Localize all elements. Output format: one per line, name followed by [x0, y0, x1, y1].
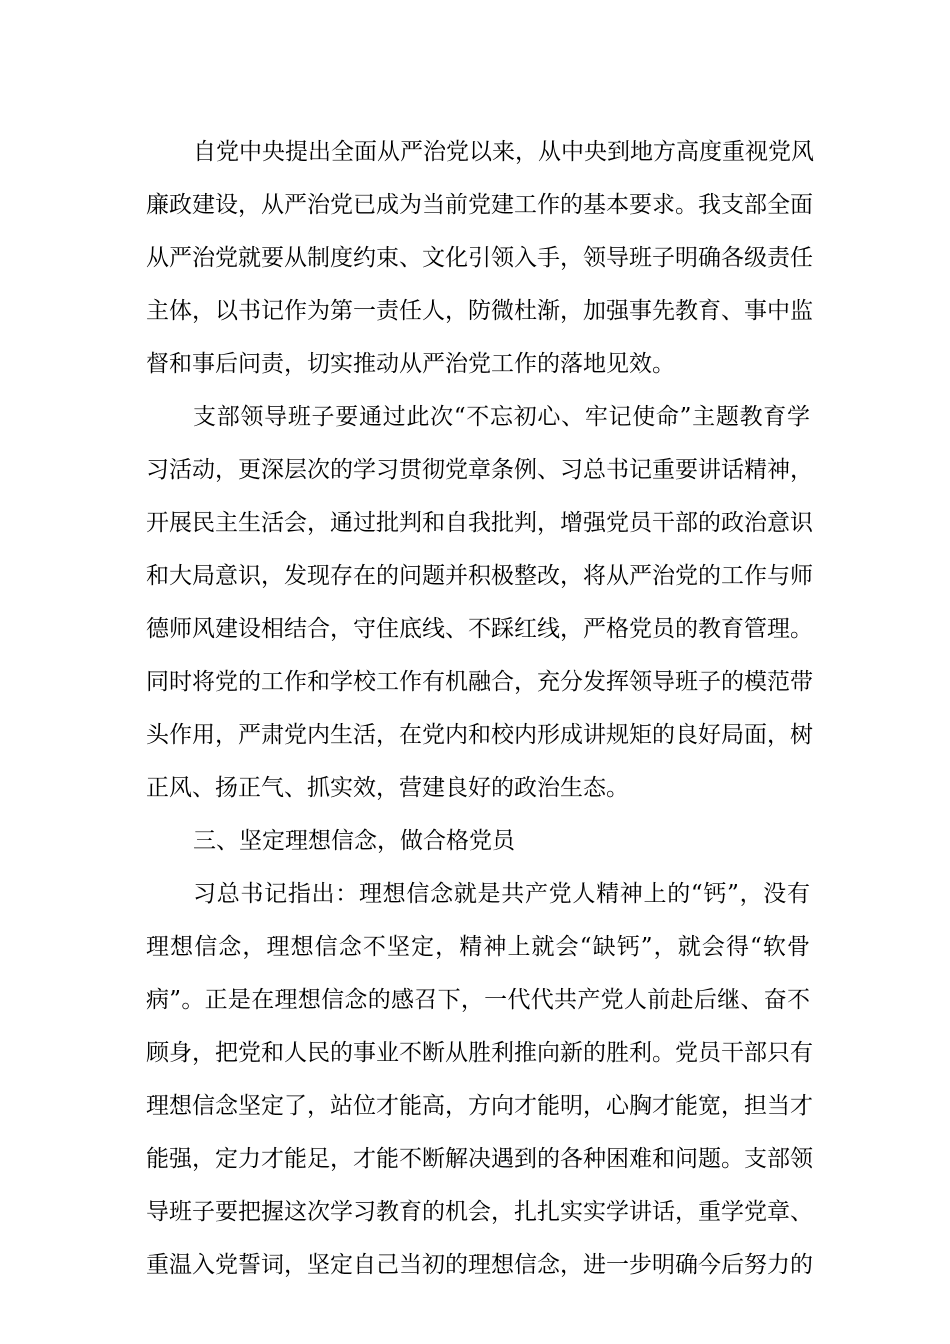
paragraph-line: 同时将党的工作和学校工作有机融合，充分发挥领导班子的模范带: [146, 669, 813, 695]
paragraph-line: 头作用，严肃党内生活，在党内和校内形成讲规矩的良好局面，树: [146, 722, 813, 748]
document-body: [146, 126, 814, 1292]
paragraph-line: 理想信念，理想信念不坚定，精神上就会“缺钙”，就会得“软骨: [146, 934, 810, 960]
paragraph-line: 廉政建设，从严治党已成为当前党建工作的基本要求。我支部全面: [146, 192, 813, 218]
paragraph-line: 督和事后问责，切实推动从严治党工作的落地见效。: [146, 351, 675, 377]
paragraph-line: 习总书记指出：理想信念就是共产党人精神上的“钙”，没有: [193, 881, 810, 907]
paragraph-line: 自党中央提出全面从严治党以来，从中央到地方高度重视党风: [193, 139, 814, 165]
paragraph-line: 和大局意识，发现存在的问题并积极整改，将从严治党的工作与师: [146, 563, 813, 589]
paragraph-line: 开展民主生活会，通过批判和自我批判，增强党员干部的政治意识: [146, 510, 813, 536]
paragraph-line: 正风、扬正气、抓实效，营建良好的政治生态。: [146, 775, 629, 801]
paragraph-line: 病”。正是在理想信念的感召下，一代代共产党人前赴后继、奋不: [146, 987, 810, 1013]
paragraph-line: 重温入党誓词，坚定自己当初的理想信念，进一步明确今后努力的: [146, 1252, 813, 1278]
paragraph-line: 从严治党就要从制度约束、文化引领入手，领导班子明确各级责任: [146, 245, 813, 271]
paragraph-line: 主体，以书记作为第一责任人，防微杜渐，加强事先教育、事中监: [146, 298, 813, 324]
paragraph-line: 导班子要把握这次学习教育的机会，扎扎实实学讲话，重学党章、: [146, 1199, 813, 1225]
paragraph-line: 顾身，把党和人民的事业不断从胜利推向新的胜利。党员干部只有: [146, 1040, 813, 1066]
paragraph-line: 支部领导班子要通过此次“不忘初心、牢记使命”主题教育学: [193, 404, 810, 430]
paragraph-line: 能强，定力才能足，才能不断解决遇到的各种困难和问题。支部领: [146, 1146, 813, 1172]
paragraph-line: 理想信念坚定了，站位才能高，方向才能明，心胸才能宽，担当才: [146, 1093, 813, 1119]
section-heading: 三、坚定理想信念，做合格党员: [193, 828, 515, 854]
paragraph-line: 习活动，更深层次的学习贯彻党章条例、习总书记重要讲话精神，: [146, 457, 813, 483]
paragraph-line: 德师风建设相结合，守住底线、不踩红线，严格党员的教育管理。: [146, 616, 813, 642]
